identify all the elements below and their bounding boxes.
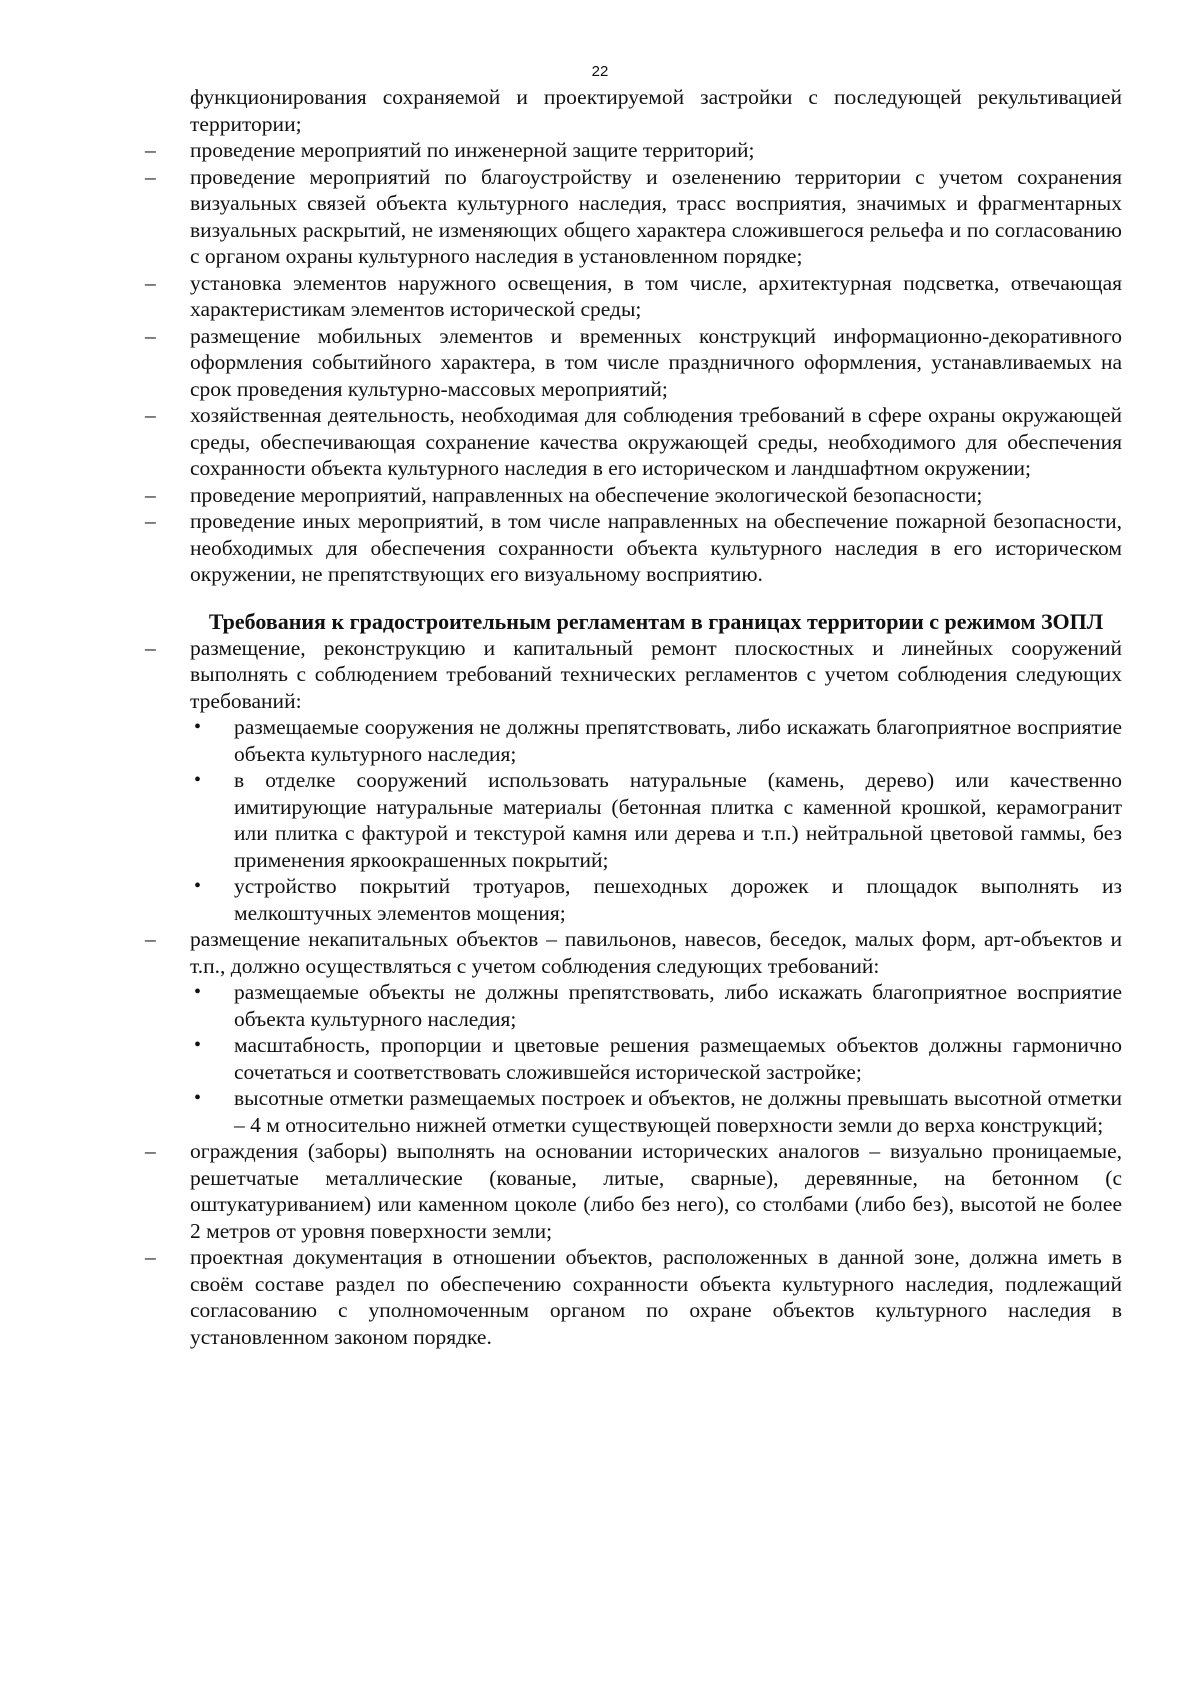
- bullet-item: • размещаемые объекты не должны препятствовать, либо искажать благоприятное восприятие объекта культурного наследия;: [234, 979, 1122, 1032]
- bullet-item: • в отделке сооружений использовать натуральные (камень, дерево) или качественно имитирующие натуральные материалы (бетонная плитка с каменной крошкой, керамогранит или плитка с фактурой и текстурой камня или дерева и т.п.) нейтральной цветовой гаммы, без применения яркоокрашенных покрытий;: [234, 767, 1122, 873]
- list-item: – хозяйственная деятельность, необходимая для соблюдения требований в сфере охраны окружающей среды, обеспечивающая сохранение качества окружающей среды, необходимого для обеспечения сохранности объекта культурного наследия в его историческом и ландшафтном окружении;: [190, 402, 1122, 482]
- bullet-item: • высотные отметки размещаемых построек и объектов, не должны превышать высотной отметки – 4 м относительно нижней отметки существующей поверхности земли до верха конструкций;: [234, 1085, 1122, 1138]
- bullet-item: • масштабность, пропорции и цветовые решения размещаемых объектов должны гармонично сочетаться и соответствовать сложившейся исторической застройке;: [234, 1032, 1122, 1085]
- page-number: 22: [591, 63, 609, 80]
- bullet-item: • размещаемые сооружения не должны препятствовать, либо искажать благоприятное восприятие объекта культурного наследия;: [234, 714, 1122, 767]
- list-item: – проектная документация в отношении объектов, расположенных в данной зоне, должна иметь в своём составе раздел по обеспечению сохранности объекта культурного наследия, подлежащий согласованию с уполномоченным органом по охране объектов культурного наследия в установленном законом порядке.: [190, 1244, 1122, 1350]
- bullet-list: [190, 979, 1122, 1138]
- list-item: – проведение мероприятий по инженерной защите территорий;: [190, 137, 1122, 164]
- page-content: [190, 84, 1122, 1350]
- bullet-list: [190, 714, 1122, 926]
- list-item: – размещение, реконструкцию и капитальный ремонт плоскостных и линейных сооружений выполнять с соблюдением требований технических регламентов с учетом соблюдения следующих требований:: [190, 635, 1122, 715]
- list-item: – размещение мобильных элементов и временных конструкций информационно-декоративного оформления событийного характера, в том числе праздничного оформления, устанавливаемых на срок проведения культурно-массовых мероприятий;: [190, 323, 1122, 403]
- list-item: – установка элементов наружного освещения, в том числе, архитектурная подсветка, отвечающая характеристикам элементов исторической среды;: [190, 270, 1122, 323]
- section-heading: Требования к градостроительным регламентам в границах территории с режимом ЗОПЛ: [208, 608, 1104, 634]
- bullet-item: • устройство покрытий тротуаров, пешеходных дорожек и площадок выполнять из мелкоштучных элементов мощения;: [234, 873, 1122, 926]
- list-item: – проведение мероприятий, направленных на обеспечение экологической безопасности;: [190, 482, 1122, 509]
- list-item: – проведение мероприятий по благоустройству и озеленению территории с учетом сохранения визуальных связей объекта культурного наследия, трасс восприятия, значимых и фрагментарных визуальных раскрытий, не изменяющих общего характера сложившегося рельефа и по согласованию с органом охраны культурного наследия в установленном порядке;: [190, 164, 1122, 270]
- requirements-list-2: [190, 635, 1122, 1351]
- list-item: – ограждения (заборы) выполнять на основании исторических аналогов – визуально проницаемые, решетчатые металлические (кованые, литые, сварные), деревянные, на бетонном (с оштукатуриванием) или каменном цоколе (либо без него), со столбами (либо без), высотой не более 2 метров от уровня поверхности земли;: [190, 1138, 1122, 1244]
- intro-paragraph: функционирования сохраняемой и проектируемой застройки с последующей рекультивацией территории;: [190, 85, 1122, 136]
- requirements-list-1: [190, 137, 1122, 588]
- list-item: – проведение иных мероприятий, в том числе направленных на обеспечение пожарной безопасности, необходимых для обеспечения сохранности объекта культурного наследия в его историческом окружении, не препятствующих его визуальному восприятию.: [190, 508, 1122, 588]
- list-item: – размещение некапитальных объектов – павильонов, навесов, беседок, малых форм, арт-объектов и т.п., должно осуществляться с учетом соблюдения следующих требований:: [190, 926, 1122, 979]
